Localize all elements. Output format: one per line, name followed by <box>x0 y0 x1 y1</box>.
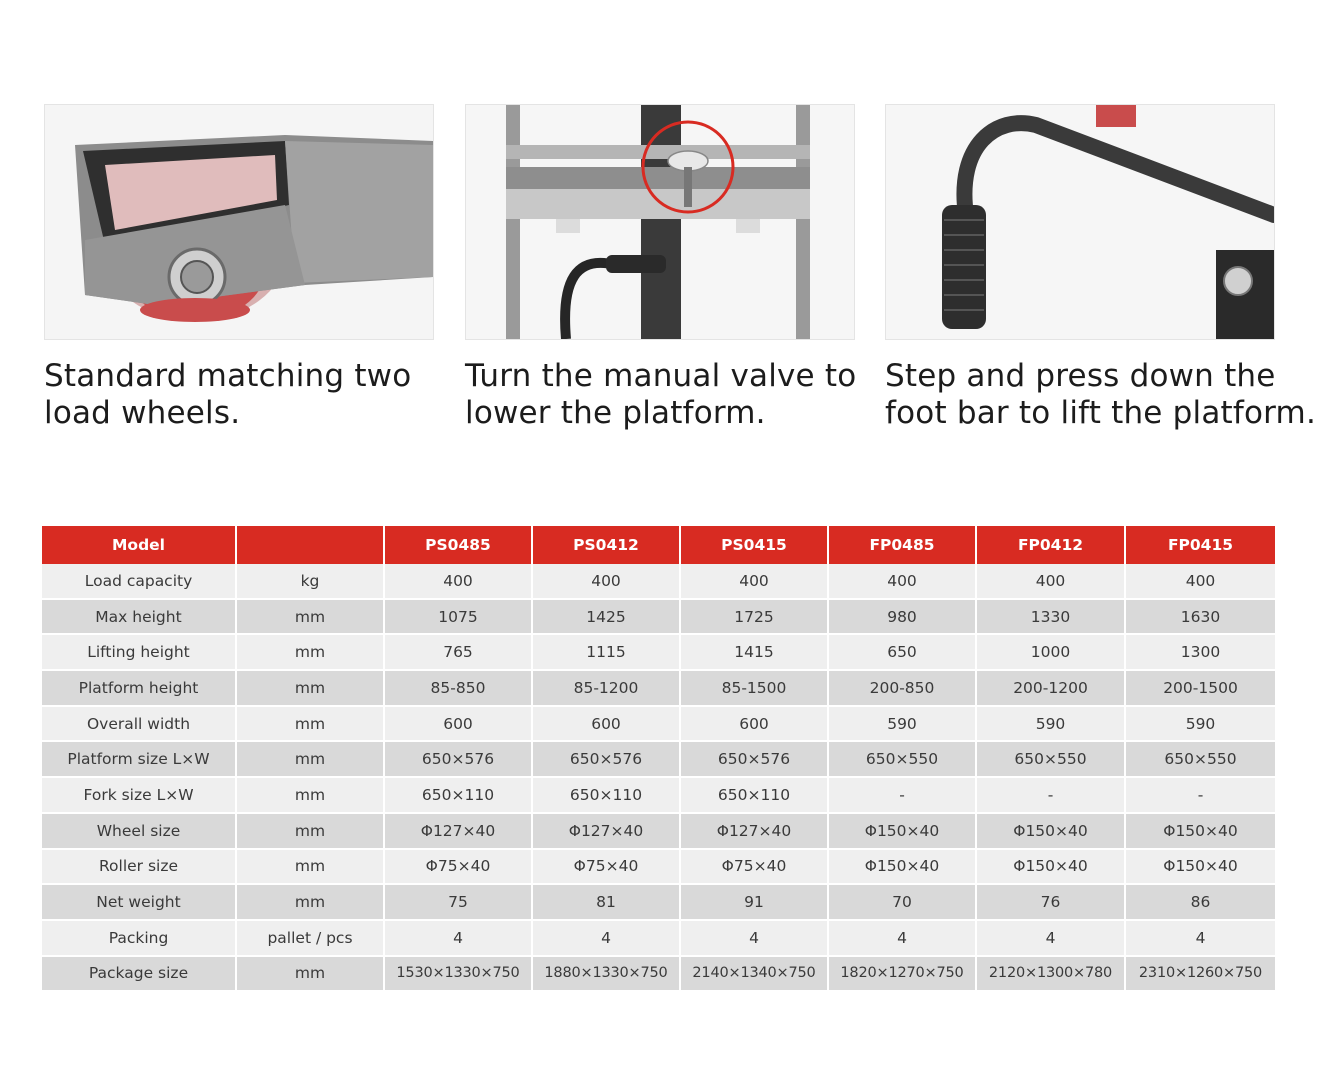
table-cell: Φ127×40 <box>384 813 532 849</box>
row-unit: mm <box>236 741 384 777</box>
table-cell: 1530×1330×750 <box>384 956 532 992</box>
table-row <box>42 920 1275 956</box>
feature-foot-bar <box>885 104 1317 432</box>
table-cell: 85-1200 <box>532 670 680 706</box>
table-cell: Φ150×40 <box>1125 849 1275 885</box>
table-cell: 81 <box>532 884 680 920</box>
row-label: Package size <box>42 956 236 992</box>
table-cell: 4 <box>976 920 1125 956</box>
table-cell: 1820×1270×750 <box>828 956 976 992</box>
header-ps0412: PS0412 <box>532 526 680 564</box>
table-cell: 1330 <box>976 599 1125 635</box>
table-cell: 86 <box>1125 884 1275 920</box>
row-label: Platform size L×W <box>42 741 236 777</box>
row-unit: mm <box>236 777 384 813</box>
row-unit: mm <box>236 956 384 992</box>
table-cell: 650×550 <box>828 741 976 777</box>
caption-line: lower the platform. <box>465 395 766 431</box>
table-cell: 75 <box>384 884 532 920</box>
table-row <box>42 599 1275 635</box>
table-cell: Φ150×40 <box>976 849 1125 885</box>
row-label: Wheel size <box>42 813 236 849</box>
table-cell: - <box>1125 777 1275 813</box>
row-unit: mm <box>236 706 384 742</box>
row-label: Max height <box>42 599 236 635</box>
table-row <box>42 813 1275 849</box>
table-cell: Φ75×40 <box>532 849 680 885</box>
table-cell: 650×576 <box>384 741 532 777</box>
header-fp0485: FP0485 <box>828 526 976 564</box>
feature-caption <box>885 358 1317 432</box>
table-cell: Φ150×40 <box>828 813 976 849</box>
table-cell: 650×110 <box>680 777 828 813</box>
table-cell: 980 <box>828 599 976 635</box>
table-cell: 650×550 <box>1125 741 1275 777</box>
table-cell: 4 <box>532 920 680 956</box>
feature-manual-valve <box>465 104 855 432</box>
table-row <box>42 634 1275 670</box>
table-cell: 590 <box>976 706 1125 742</box>
table-cell: 1425 <box>532 599 680 635</box>
table-cell: 200-850 <box>828 670 976 706</box>
table-cell: 2140×1340×750 <box>680 956 828 992</box>
table-cell: Φ127×40 <box>680 813 828 849</box>
header-fp0415: FP0415 <box>1125 526 1275 564</box>
table-cell: 400 <box>532 564 680 599</box>
row-unit: pallet / pcs <box>236 920 384 956</box>
row-unit: mm <box>236 670 384 706</box>
row-label: Load capacity <box>42 564 236 599</box>
table-row <box>42 956 1275 992</box>
table-cell: 650×550 <box>976 741 1125 777</box>
table-cell: Φ75×40 <box>680 849 828 885</box>
header-ps0415: PS0415 <box>680 526 828 564</box>
table-cell: 4 <box>384 920 532 956</box>
caption-line: Standard matching two <box>44 358 412 394</box>
row-unit: mm <box>236 884 384 920</box>
table-row <box>42 741 1275 777</box>
row-label: Overall width <box>42 706 236 742</box>
table-row <box>42 884 1275 920</box>
header-model: Model <box>42 526 236 564</box>
table-cell: 600 <box>532 706 680 742</box>
row-unit: mm <box>236 849 384 885</box>
table-row <box>42 670 1275 706</box>
table-cell: 85-850 <box>384 670 532 706</box>
table-cell: 590 <box>1125 706 1275 742</box>
table-cell: 1000 <box>976 634 1125 670</box>
table-cell: 650×110 <box>532 777 680 813</box>
table-cell: 1115 <box>532 634 680 670</box>
caption-line: foot bar to lift the platform. <box>885 395 1317 431</box>
table-cell: 650×576 <box>680 741 828 777</box>
row-label: Net weight <box>42 884 236 920</box>
caption-line: Turn the manual valve to <box>465 358 857 394</box>
table-row <box>42 564 1275 599</box>
table-cell: 650×110 <box>384 777 532 813</box>
table-cell: 1300 <box>1125 634 1275 670</box>
table-cell: 650 <box>828 634 976 670</box>
table-header-row <box>42 526 1275 564</box>
row-label: Packing <box>42 920 236 956</box>
row-label: Fork size L×W <box>42 777 236 813</box>
row-label: Lifting height <box>42 634 236 670</box>
table-cell: 600 <box>384 706 532 742</box>
row-unit: mm <box>236 813 384 849</box>
foot-bar-photo <box>885 104 1275 340</box>
table-cell: 1075 <box>384 599 532 635</box>
table-cell: Φ150×40 <box>828 849 976 885</box>
table-cell: Φ127×40 <box>532 813 680 849</box>
table-cell: 400 <box>976 564 1125 599</box>
table-cell: 85-1500 <box>680 670 828 706</box>
table-cell: 2120×1300×780 <box>976 956 1125 992</box>
table-cell: 76 <box>976 884 1125 920</box>
table-cell: 400 <box>828 564 976 599</box>
caption-line: load wheels. <box>44 395 241 431</box>
row-unit: kg <box>236 564 384 599</box>
table-cell: 590 <box>828 706 976 742</box>
row-unit: mm <box>236 599 384 635</box>
table-cell: - <box>828 777 976 813</box>
table-cell: 400 <box>680 564 828 599</box>
spec-table <box>42 526 1275 992</box>
table-cell: 70 <box>828 884 976 920</box>
header-ps0485: PS0485 <box>384 526 532 564</box>
header-unit <box>236 526 384 564</box>
table-cell: 1630 <box>1125 599 1275 635</box>
load-wheel-photo <box>44 104 434 340</box>
feature-caption <box>465 358 855 432</box>
table-cell: 4 <box>1125 920 1275 956</box>
row-label: Platform height <box>42 670 236 706</box>
table-row <box>42 706 1275 742</box>
table-row <box>42 849 1275 885</box>
table-cell: 400 <box>1125 564 1275 599</box>
table-cell: 91 <box>680 884 828 920</box>
table-cell: 200-1200 <box>976 670 1125 706</box>
feature-caption <box>44 358 434 432</box>
table-cell: 1725 <box>680 599 828 635</box>
table-cell: 4 <box>828 920 976 956</box>
table-cell: 200-1500 <box>1125 670 1275 706</box>
table-cell: 1880×1330×750 <box>532 956 680 992</box>
header-fp0412: FP0412 <box>976 526 1125 564</box>
manual-valve-photo <box>465 104 855 340</box>
table-cell: 1415 <box>680 634 828 670</box>
caption-line: Step and press down the <box>885 358 1276 394</box>
table-cell: Φ150×40 <box>976 813 1125 849</box>
table-cell: 765 <box>384 634 532 670</box>
table-cell: Φ75×40 <box>384 849 532 885</box>
table-cell: 600 <box>680 706 828 742</box>
table-cell: 650×576 <box>532 741 680 777</box>
table-row <box>42 777 1275 813</box>
table-cell: 400 <box>384 564 532 599</box>
table-cell: 4 <box>680 920 828 956</box>
row-unit: mm <box>236 634 384 670</box>
feature-load-wheels <box>44 104 434 432</box>
table-cell: - <box>976 777 1125 813</box>
row-label: Roller size <box>42 849 236 885</box>
table-cell: Φ150×40 <box>1125 813 1275 849</box>
table-cell: 2310×1260×750 <box>1125 956 1275 992</box>
